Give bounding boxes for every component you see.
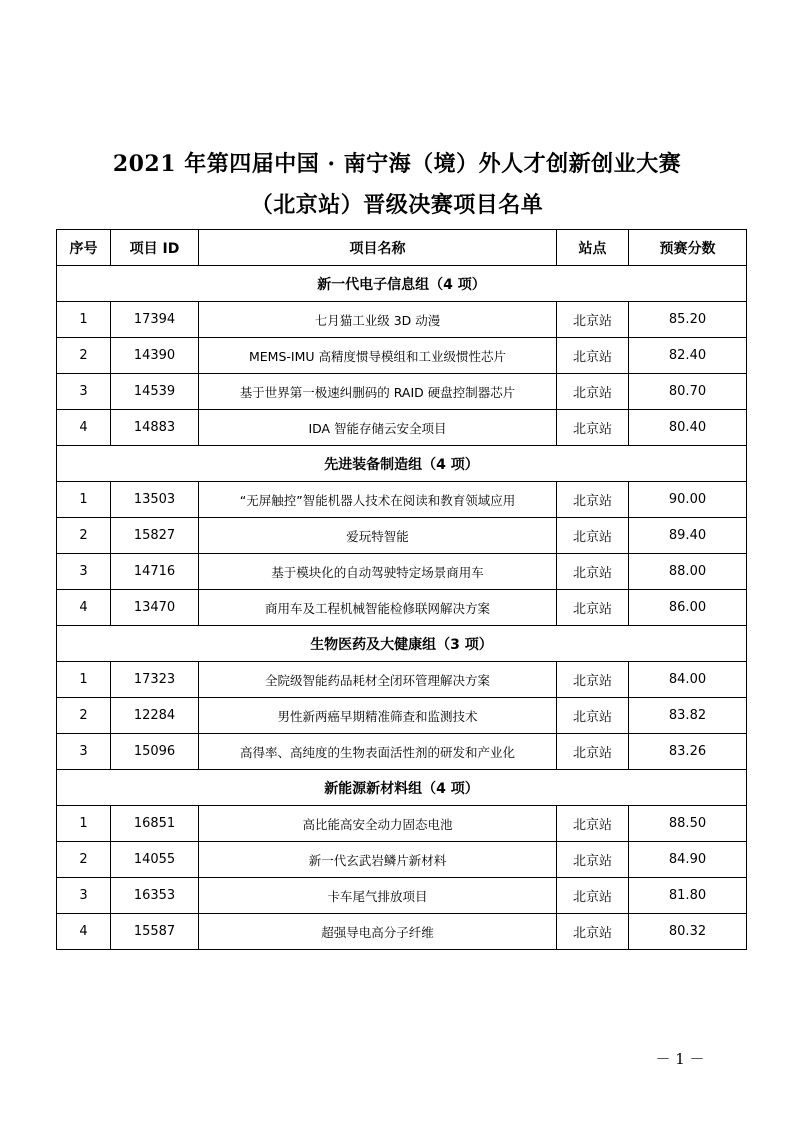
cell-project-id: 14055 — [111, 842, 199, 878]
cell-project-name: 全院级智能药品耗材全闭环管理解决方案 — [199, 662, 557, 698]
cell-project-id: 14883 — [111, 410, 199, 446]
document-title-line2: （北京站）晋级决赛项目名单 — [250, 192, 544, 218]
cell-project-id: 16353 — [111, 878, 199, 914]
cell-project-id: 14390 — [111, 338, 199, 374]
cell-prelim-score: 89.40 — [629, 518, 747, 554]
cell-serial: 3 — [57, 554, 111, 590]
cell-project-name: 商用车及工程机械智能检修联网解决方案 — [199, 590, 557, 626]
cell-station: 北京站 — [557, 410, 629, 446]
table-row — [57, 374, 747, 410]
cell-serial: 1 — [57, 482, 111, 518]
cell-prelim-score: 81.80 — [629, 878, 747, 914]
table-header-row — [57, 230, 747, 266]
group-header-row — [57, 770, 747, 806]
group-name: 生物医药及大健康组（3 项） — [57, 626, 747, 662]
cell-project-id: 15827 — [111, 518, 199, 554]
cell-serial: 1 — [57, 806, 111, 842]
table-row — [57, 590, 747, 626]
group-name: 新能源新材料组（4 项） — [57, 770, 747, 806]
cell-station: 北京站 — [557, 338, 629, 374]
cell-serial: 1 — [57, 662, 111, 698]
cell-prelim-score: 80.40 — [629, 410, 747, 446]
cell-project-name: 高比能高安全动力固态电池 — [199, 806, 557, 842]
cell-project-name: 基于世界第一极速纠删码的 RAID 硬盘控制器芯片 — [199, 374, 557, 410]
cell-project-name: 爱玩特智能 — [199, 518, 557, 554]
group-header-row — [57, 266, 747, 302]
cell-project-id: 15587 — [111, 914, 199, 950]
cell-prelim-score: 80.32 — [629, 914, 747, 950]
table-row — [57, 734, 747, 770]
cell-station: 北京站 — [557, 302, 629, 338]
cell-project-name: 基于模块化的自动驾驶特定场景商用车 — [199, 554, 557, 590]
table-row — [57, 878, 747, 914]
cell-prelim-score: 84.90 — [629, 842, 747, 878]
page-number: － 1 － — [655, 1050, 705, 1068]
cell-serial: 1 — [57, 302, 111, 338]
table-row — [57, 554, 747, 590]
cell-station: 北京站 — [557, 482, 629, 518]
cell-prelim-score: 82.40 — [629, 338, 747, 374]
table-row — [57, 842, 747, 878]
table-row — [57, 482, 747, 518]
cell-serial: 2 — [57, 842, 111, 878]
table-row — [57, 662, 747, 698]
cell-serial: 3 — [57, 878, 111, 914]
cell-project-id: 14539 — [111, 374, 199, 410]
cell-serial: 2 — [57, 518, 111, 554]
group-header-row — [57, 446, 747, 482]
cell-serial: 4 — [57, 590, 111, 626]
cell-project-name: MEMS-IMU 高精度惯导模组和工业级惯性芯片 — [199, 338, 557, 374]
cell-station: 北京站 — [557, 590, 629, 626]
cell-prelim-score: 88.00 — [629, 554, 747, 590]
cell-project-name: 超强导电高分子纤维 — [199, 914, 557, 950]
cell-prelim-score: 90.00 — [629, 482, 747, 518]
group-name: 新一代电子信息组（4 项） — [57, 266, 747, 302]
table-row — [57, 410, 747, 446]
cell-prelim-score: 88.50 — [629, 806, 747, 842]
cell-station: 北京站 — [557, 842, 629, 878]
group-header-row — [57, 626, 747, 662]
cell-prelim-score: 80.70 — [629, 374, 747, 410]
cell-serial: 4 — [57, 410, 111, 446]
cell-serial: 3 — [57, 374, 111, 410]
header-prelim-score: 预赛分数 — [629, 230, 747, 266]
cell-station: 北京站 — [557, 554, 629, 590]
cell-serial: 4 — [57, 914, 111, 950]
cell-prelim-score: 85.20 — [629, 302, 747, 338]
cell-project-name: 七月猫工业级 3D 动漫 — [199, 302, 557, 338]
cell-project-name: 卡车尾气排放项目 — [199, 878, 557, 914]
cell-prelim-score: 83.26 — [629, 734, 747, 770]
cell-serial: 3 — [57, 734, 111, 770]
document-title-line1: 2021 年第四届中国 · 南宁海（境）外人才创新创业大赛 — [112, 151, 682, 177]
cell-prelim-score: 84.00 — [629, 662, 747, 698]
group-name: 先进装备制造组（4 项） — [57, 446, 747, 482]
cell-project-id: 13503 — [111, 482, 199, 518]
header-project-id: 项目 ID — [111, 230, 199, 266]
cell-station: 北京站 — [557, 914, 629, 950]
cell-station: 北京站 — [557, 878, 629, 914]
cell-project-name: 男性新两癌早期精准筛查和监测技术 — [199, 698, 557, 734]
table-row — [57, 338, 747, 374]
cell-station: 北京站 — [557, 518, 629, 554]
cell-project-id: 14716 — [111, 554, 199, 590]
cell-project-id: 12284 — [111, 698, 199, 734]
cell-project-name: 新一代玄武岩鳞片新材料 — [199, 842, 557, 878]
finalist-table — [56, 229, 747, 950]
table-row — [57, 806, 747, 842]
cell-station: 北京站 — [557, 734, 629, 770]
cell-project-name: 高得率、高纯度的生物表面活性剂的研发和产业化 — [199, 734, 557, 770]
cell-project-name: IDA 智能存储云安全项目 — [199, 410, 557, 446]
cell-project-id: 17394 — [111, 302, 199, 338]
cell-prelim-score: 83.82 — [629, 698, 747, 734]
cell-prelim-score: 86.00 — [629, 590, 747, 626]
table-row — [57, 518, 747, 554]
table-row — [57, 302, 747, 338]
header-serial: 序号 — [57, 230, 111, 266]
cell-serial: 2 — [57, 698, 111, 734]
table-row — [57, 914, 747, 950]
cell-station: 北京站 — [557, 374, 629, 410]
cell-serial: 2 — [57, 338, 111, 374]
header-station: 站点 — [557, 230, 629, 266]
header-project-name: 项目名称 — [199, 230, 557, 266]
table-row — [57, 698, 747, 734]
cell-project-id: 17323 — [111, 662, 199, 698]
cell-project-id: 15096 — [111, 734, 199, 770]
cell-project-id: 13470 — [111, 590, 199, 626]
cell-station: 北京站 — [557, 662, 629, 698]
cell-station: 北京站 — [557, 698, 629, 734]
cell-station: 北京站 — [557, 806, 629, 842]
cell-project-name: “无屏触控”智能机器人技术在阅读和教育领域应用 — [199, 482, 557, 518]
cell-project-id: 16851 — [111, 806, 199, 842]
